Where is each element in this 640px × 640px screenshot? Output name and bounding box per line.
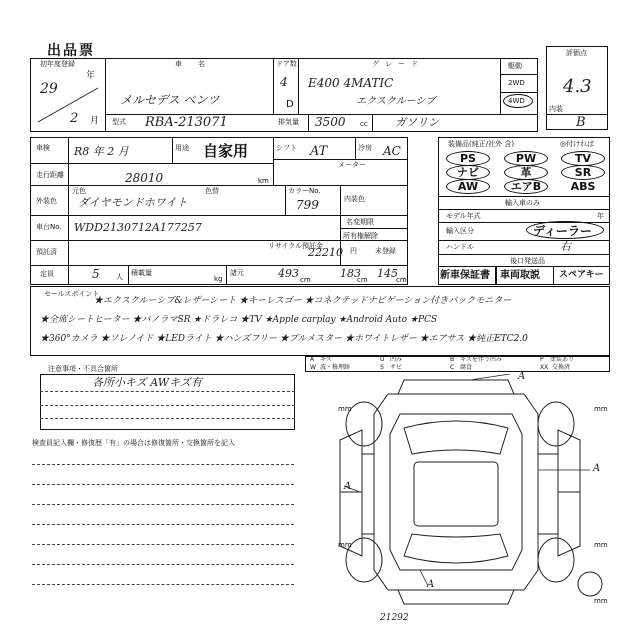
legend-b-desc: キズを伴う凹み xyxy=(460,356,502,363)
legend-s-desc: サビ xyxy=(390,364,403,371)
footer-stamp: 21292 xyxy=(380,613,409,623)
recycle-label: リサイクル預託金 xyxy=(268,242,324,250)
legend-s: S xyxy=(380,364,384,371)
registration-year: 29 xyxy=(40,81,58,97)
score-label: 評価点 xyxy=(566,49,587,57)
sales-points-line-3: ★360°カメラ ★ソレノイド ★LEDライト ★ハンズフリー ★ブルメスター ★ホワイトレザー ★エアサス ★純正ETC2.0 xyxy=(40,334,528,344)
displacement-value: 3500 xyxy=(315,115,346,129)
legend-b: B xyxy=(450,356,455,363)
color-code-label: カラーNo. xyxy=(288,187,321,195)
legend-w: W xyxy=(310,364,316,371)
color-label: 外装色 xyxy=(36,197,57,205)
equipment-leather-circle xyxy=(504,165,548,180)
doors-value: 4 xyxy=(280,75,288,89)
interior-label: 内装 xyxy=(549,105,563,113)
length-value: 493 xyxy=(278,267,299,280)
grade-label: グレード xyxy=(372,60,424,68)
load-unit: kg xyxy=(214,275,223,283)
equipment-navi: ナビ xyxy=(457,166,479,179)
warranty-label: 新車保証書 xyxy=(440,270,490,281)
legend-a: A xyxy=(310,356,315,363)
color-code-value: 799 xyxy=(296,198,319,212)
legend-w-desc: 波・修理跡 xyxy=(320,364,351,371)
equipment-airbag: エアB xyxy=(510,180,542,193)
displacement-unit: cc xyxy=(360,120,368,128)
notes-line-1: 各所小キズ AWキズ有 xyxy=(92,376,202,389)
sales-points-line-2: ★全席シートヒーター ★パノラマSR ★ドラレコ ★TV ★Apple carplay ★Android Auto ★PCS xyxy=(40,315,438,325)
equipment-sr-circle xyxy=(561,165,605,180)
width-unit: cm xyxy=(357,276,368,284)
tire-rr-unit: mm xyxy=(594,541,608,549)
legend-xx-desc: 交換済 xyxy=(552,364,571,371)
equipment-sr: SR xyxy=(574,166,592,179)
doors-type: D xyxy=(286,99,294,110)
handle-label: ハンドル xyxy=(446,243,474,251)
equipment-pw-circle xyxy=(504,151,548,166)
usage-label: 用途 xyxy=(175,144,189,152)
damage-mark-right: A xyxy=(593,463,601,474)
legend-p-desc: 塗装あり xyxy=(550,356,575,363)
doors-label: ドア数 xyxy=(276,60,297,68)
vin-value: WDD2130712A177257 xyxy=(74,221,202,234)
equipment-tv: TV xyxy=(574,152,592,165)
legend-u-desc: 凹み xyxy=(390,356,403,363)
grade-sub-value: エクスクルーシブ xyxy=(356,96,436,107)
import-label: 輸入車のみ xyxy=(505,199,540,207)
model-label: 型式 xyxy=(112,118,126,126)
equipment-airbag-circle xyxy=(504,179,548,194)
manual-box xyxy=(496,266,554,285)
drive-2wd: 2WD xyxy=(508,79,525,87)
grade-value: E400 4MATIC xyxy=(308,76,394,90)
handle-value: 右 xyxy=(560,240,571,253)
legend-xx: XX xyxy=(540,364,549,371)
equipment-note: ◎付ければ xyxy=(560,140,595,148)
load-label: 積載量 xyxy=(131,269,152,277)
legend-c-desc: 腐食 xyxy=(460,364,473,371)
sales-points-line-1: ★エクスクルーシブ&レザーシート ★キーレスゴー ★コネクテッドナビゲーション付きバックモニター xyxy=(94,296,512,306)
equipment-title: 装備品(純正/社外 含) xyxy=(448,140,515,148)
shift-value: AT xyxy=(310,144,328,159)
spare-key-label: スペアキー xyxy=(559,270,604,280)
model-value: RBA-213071 xyxy=(145,115,228,130)
import-category-circle xyxy=(526,221,604,239)
interior-color-label: 内装色 xyxy=(344,195,365,203)
meter-label: メーター xyxy=(338,161,366,169)
manual-label: 車両取説 xyxy=(500,270,540,281)
notes-label: 注意事項・不具合箇所 xyxy=(48,365,118,373)
equipment-ps-circle xyxy=(446,151,490,166)
name-change-label: 名変期限 xyxy=(346,218,374,226)
sales-points-label: セールスポイント xyxy=(44,290,100,298)
tire-fl-unit: mm xyxy=(338,405,352,413)
capacity-label: 定員 xyxy=(40,270,54,278)
equipment-aw: AW xyxy=(457,180,479,193)
recycle-status: 預託済 xyxy=(36,248,57,256)
length-unit: cm xyxy=(300,276,311,284)
recycle-unit: 円 xyxy=(350,247,357,255)
damage-mark-rear: A xyxy=(427,579,435,590)
height-unit: cm xyxy=(396,276,407,284)
ac-value: AC xyxy=(383,144,401,158)
tire-rl-unit: mm xyxy=(338,541,352,549)
mileage-unit: km xyxy=(258,177,269,185)
damage-mark-left: A xyxy=(344,481,352,492)
inspection-label: 車検 xyxy=(36,144,50,152)
displacement-label: 排気量 xyxy=(278,118,299,126)
registration-slash xyxy=(36,81,104,124)
equipment-abs: ABS xyxy=(570,180,596,193)
equipment-navi-circle xyxy=(446,165,490,180)
capacity-unit: 人 xyxy=(116,273,123,281)
tire-fr-unit: mm xyxy=(594,405,608,413)
registration-month-unit: 月 xyxy=(90,116,100,126)
maker-value: メルセデス ベンツ xyxy=(120,93,220,107)
ac-label: 冷房 xyxy=(358,144,372,152)
lien-label: 所有権解除 xyxy=(343,232,378,240)
color-current-label: 色替 xyxy=(205,187,219,195)
vin-label: 車台No. xyxy=(36,223,62,231)
recycle-value: 22210 xyxy=(308,246,343,259)
height-value: 145 xyxy=(377,267,398,280)
width-value: 183 xyxy=(340,267,361,280)
warranty-box xyxy=(438,266,496,285)
drive-4wd: 4WD xyxy=(508,97,525,105)
usage-value: 自家用 xyxy=(203,142,249,160)
registration-year-unit: 年 xyxy=(86,71,96,81)
capacity-value: 5 xyxy=(92,267,100,281)
equipment-pw: PW xyxy=(515,152,537,165)
import-category-value: ディーラー xyxy=(533,224,593,238)
drive-4wd-circle xyxy=(503,94,533,108)
equipment-tv-circle xyxy=(561,151,605,166)
model-year-unit: 年 xyxy=(597,212,604,220)
model-year-label: モデル年式 xyxy=(446,212,481,220)
mileage-value: 28010 xyxy=(125,171,164,185)
registration-month: 2 xyxy=(70,111,79,126)
damage-mark-front: A xyxy=(518,371,526,382)
legend-a-desc: キズ xyxy=(320,356,332,363)
fuel-value: ガソリン xyxy=(395,116,439,129)
legend-c: C xyxy=(450,364,455,371)
shift-label: シフト xyxy=(276,144,297,152)
equipment-ps: PS xyxy=(460,152,476,165)
tire-spare-unit: mm xyxy=(594,597,608,605)
legend-u: U xyxy=(380,356,385,363)
postpay-label: 後口発送品 xyxy=(510,257,545,265)
equipment-leather: 革 xyxy=(520,166,532,179)
registration-label: 初年度登録 xyxy=(40,60,75,68)
legend-p: P xyxy=(540,356,544,363)
drive-label: 駆動 xyxy=(508,62,522,70)
maker-label: 車名 xyxy=(175,60,221,68)
color-orig-label: 元色 xyxy=(72,187,86,195)
import-category-label: 輸入区分 xyxy=(446,227,474,235)
color-value: ダイヤモンドホワイト xyxy=(78,196,188,209)
inspector-label: 検査員記入欄・修復歴「有」の場合は修復箇所・交換箇所を記入 xyxy=(32,439,235,447)
equipment-aw-circle xyxy=(446,179,490,194)
interior-value: B xyxy=(576,115,586,130)
mileage-label: 走行距離 xyxy=(36,171,64,179)
page-title: 出品票 xyxy=(47,43,95,59)
unregistered-label: 未登録 xyxy=(375,247,396,255)
score-value: 4.3 xyxy=(563,76,592,97)
size-label: 諸元 xyxy=(230,269,244,277)
inspection-value: R8 年 2 月 xyxy=(74,145,129,158)
